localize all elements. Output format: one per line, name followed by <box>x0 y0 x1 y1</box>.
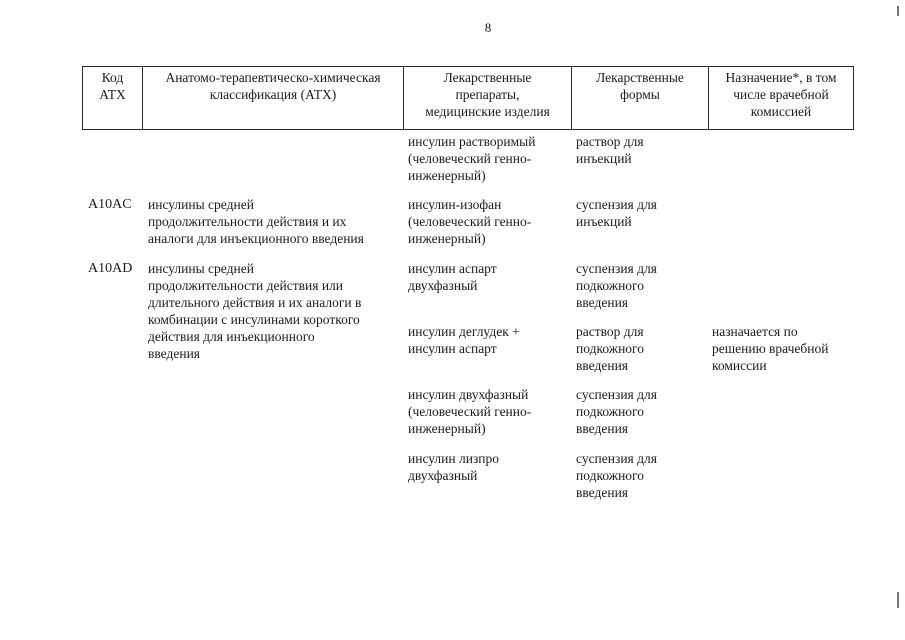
page-number: 8 <box>484 20 492 35</box>
drug-name: инсулин двухфазный (человеческий генно- инженерный) <box>408 387 532 436</box>
atc-code: A10AD <box>88 261 133 276</box>
dosage-form: раствор для подкожного введения <box>576 324 644 373</box>
atc-code: A10AC <box>88 197 132 212</box>
drug-name: инсулин аспарт двухфазный <box>408 261 497 293</box>
table-header <box>82 66 854 130</box>
drug-name: инсулин лизпро двухфазный <box>408 451 499 483</box>
dosage-form: суспензия для подкожного введения <box>576 451 657 500</box>
dosage-form: суспензия для подкожного введения <box>576 387 657 436</box>
dosage-form: суспензия для инъекций <box>576 197 657 229</box>
header-code: Код АТХ <box>83 67 143 129</box>
purpose-note: назначается по решению врачебной комиссии <box>712 324 829 373</box>
dosage-form: суспензия для подкожного введения <box>576 261 657 310</box>
header-purpose: Назначение*, в том числе врачебной комиссией <box>725 70 837 119</box>
header-drugs: Лекарственные препараты, медицинские изделия <box>404 67 572 129</box>
dosage-form: раствор для инъекций <box>576 134 644 166</box>
scan-edge-mark <box>897 6 899 16</box>
atc-classification: инсулины средней продолжительности действия и их аналоги для инъекционного введения <box>148 197 364 246</box>
drug-name: инсулин растворимый (человеческий генно- инженерный) <box>408 134 536 183</box>
header-classification: Анатомо-терапевтическо-химическая классификация (АТХ) <box>143 67 404 129</box>
drug-name: инсулин деглудек + инсулин аспарт <box>408 324 520 356</box>
atc-classification: инсулины средней продолжительности действия или длительного действия и их аналоги в комбинации с инсулинами короткого действия для инъекционного введения <box>148 261 362 361</box>
scan-edge-mark <box>897 592 899 608</box>
drug-name: инсулин-изофан (человеческий генно- инженерный) <box>408 197 532 246</box>
header-forms: Лекарственные формы <box>572 67 709 129</box>
